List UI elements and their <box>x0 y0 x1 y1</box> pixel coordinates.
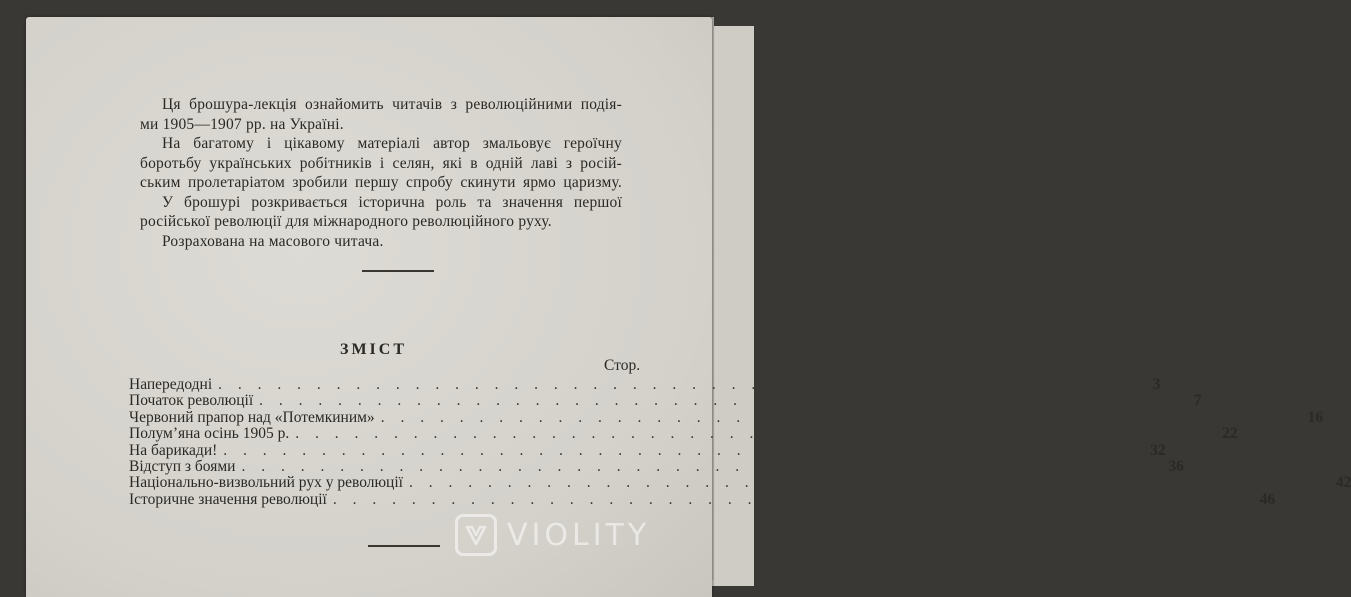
toc-entry-label: Історичне значення революції <box>129 490 327 508</box>
toc-entry <box>129 376 1161 393</box>
toc-entry-label: Початок революції <box>129 392 254 410</box>
toc-entry-label: Національно-визвольний рух у революції <box>129 474 403 492</box>
toc-leader-dots: . . . . . . . . . . . . . . . . . . . . . . . . . . . . . . . . . . . . . . . . . . . . . . . <box>223 441 1142 459</box>
toc-entry-page: 16 <box>1307 408 1324 426</box>
divider-rule <box>368 545 440 547</box>
toc-title: ЗМІСТ <box>340 341 407 358</box>
abstract-line: Розрахована на масового читача. <box>162 232 384 250</box>
toc-leader-dots: . . . . . . . . . . . . . . . . . . . . . . . . . . . . . . . . . . . . . . . . . . . . . . . <box>295 425 1214 443</box>
toc-entry-label: Напередодні <box>129 376 213 393</box>
toc-entry-page: 36 <box>1168 457 1184 475</box>
toc-entry-page: 46 <box>1259 490 1276 508</box>
toc-entry-page: 42 <box>1335 474 1351 492</box>
toc-entry <box>129 392 1202 410</box>
abstract-line: ським пролетаріатом зробили першу спробу скинути ярмо царизму. <box>140 174 622 191</box>
toc-entry-label: Червоний прапор над «Потемкиним» <box>129 408 375 426</box>
toc-entry-page: 3 <box>1152 376 1161 393</box>
toc-leader-dots: . . . . . . . . . . . . . . . . . . . . . . . . . . . . . . . . . . . . . . . . . . . . . . . <box>380 408 1300 426</box>
toc-leader-dots: . . . . . . . . . . . . . . . . . . . . . . . . . . . . . . . . . . . . . . . . . . . . . . . <box>218 376 1137 393</box>
abstract-line: ми 1905—1907 рр. на Україні. <box>140 115 344 133</box>
toc-leader-dots: . . . . . . . . . . . . . . . . . . . . . . . . . . . . . . . . . . . . . . . . . . . . . . . <box>332 490 1252 508</box>
toc-leader-dots: . . . . . . . . . . . . . . . . . . . . . . . . . . . . . . . . . . . . . . . . . . . . . . . <box>241 457 1160 475</box>
toc-entry-page: 32 <box>1150 441 1166 459</box>
page-column-label: Стор. <box>604 357 641 374</box>
toc-entry-page: 7 <box>1193 392 1202 410</box>
toc-leader-dots: . . . . . . . . . . . . . . . . . . . . . . . . . . . . . . . . . . . . . . . . . . . . . . . <box>259 392 1178 410</box>
toc-entry-label: На барикади! <box>129 441 218 459</box>
table-of-contents <box>129 376 1351 508</box>
toc-entry <box>129 457 1184 475</box>
toc-entry <box>129 408 1324 426</box>
toc-entry-label: Відступ з боями <box>129 457 236 475</box>
toc-entry-page: 22 <box>1222 425 1238 443</box>
abstract-text <box>140 95 622 251</box>
toc-leader-dots: . . . . . . . . . . . . . . . . . . . . . . . . . . . . . . . . . . . . . . . . . . . . . . . <box>408 474 1328 492</box>
watermark <box>455 511 650 559</box>
toc-entry <box>129 441 1166 459</box>
watermark-text: VIOLITY <box>507 517 651 553</box>
abstract-line: боротьбу українських робітників і селян, які в одній лаві з росій- <box>140 154 622 172</box>
toc-entry <box>129 425 1238 443</box>
toc-entry <box>129 474 1351 492</box>
abstract-line: На багатому і цікавому матеріалі автор змальовує героїчну <box>162 135 622 152</box>
abstract-line: російської революції для міжнародного революційного руху. <box>140 213 552 230</box>
violity-logo-icon <box>455 514 497 556</box>
abstract-line: У брошурі розкривається історична роль та значення першої <box>162 193 622 211</box>
toc-entry <box>129 490 1276 508</box>
toc-entry-label: Полум’яна осінь 1905 р. <box>129 425 290 443</box>
divider-rule <box>362 270 434 272</box>
abstract-line: Ця брошура-лекція ознайомить читачів з революційними подія- <box>162 96 622 113</box>
